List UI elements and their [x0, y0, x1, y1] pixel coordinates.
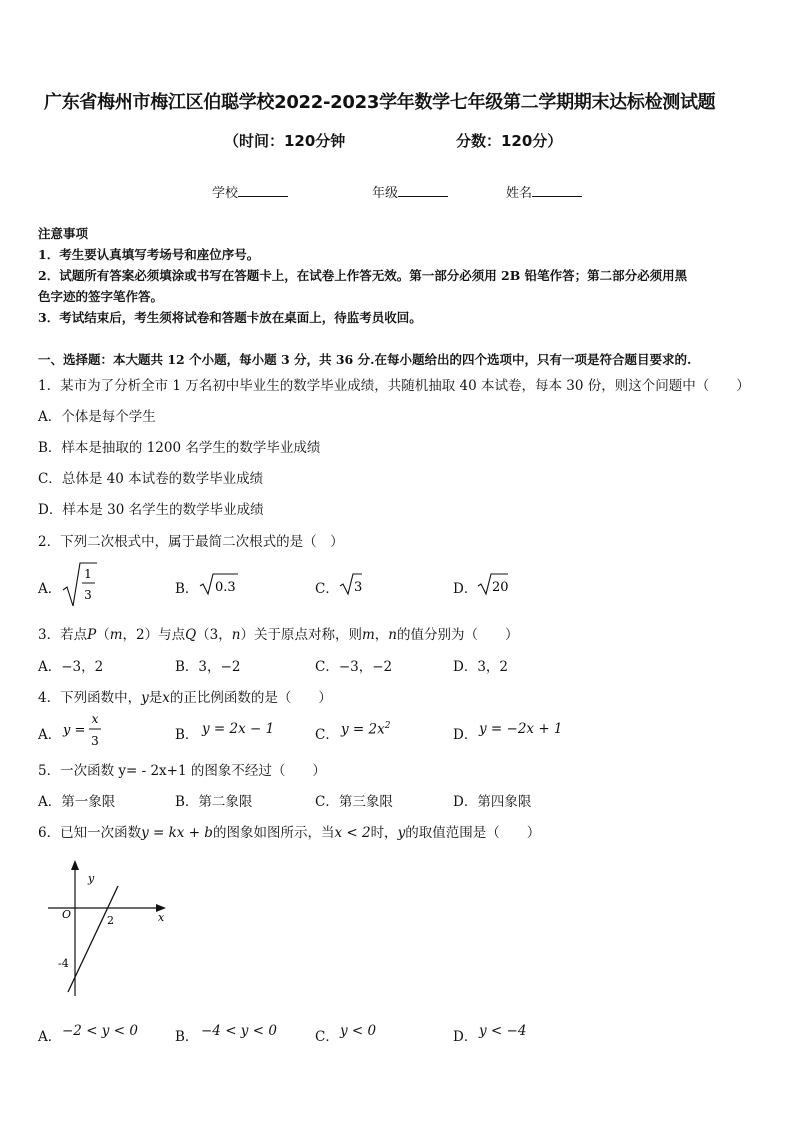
- question-4-option-c-formula: [341, 721, 390, 738]
- question-1-option-b: B．样本是抽取的 1200 名学生的数学毕业成绩: [38, 440, 321, 456]
- grade-blank: [398, 182, 448, 197]
- question-4-option-a-label: A．: [38, 727, 62, 743]
- question-2-a-denominator: 3: [84, 588, 92, 602]
- question-4-text: 是: [148, 690, 163, 706]
- question-3-option-b: B．3，−2: [175, 659, 241, 675]
- question-6-option-a: −2 < y < 0: [62, 1023, 138, 1039]
- question-6-option-b: −4 < y < 0: [201, 1023, 277, 1039]
- question-5-option-a: A．第一象限: [38, 794, 116, 810]
- name-blank: [532, 182, 582, 197]
- question-2-option-a-sqrt-fraction: [62, 562, 98, 608]
- question-3-text: ，2）与点: [122, 627, 186, 643]
- notice-line: 2．试题所有答案必须填涂或书写在答题卡上，在试卷上作答无效。第一部分必须用 2B 铅笔作答；第二部分必须用黑: [38, 268, 688, 283]
- question-6-option-c: y < 0: [340, 1023, 377, 1039]
- question-4-a-denominator: 3: [91, 734, 99, 748]
- question-4-text: 4．下列函数中，: [38, 690, 142, 706]
- question-4-option-a-formula: [62, 710, 108, 750]
- question-3-option-d: D．3，2: [453, 659, 509, 675]
- question-2-d-radicand: 20: [492, 580, 509, 595]
- question-6-text: 时，: [370, 825, 398, 841]
- question-2-option-c-label: C．: [315, 581, 339, 597]
- question-4-option-b-label: B．: [175, 727, 199, 743]
- question-2-stem: 2．下列二次根式中，属于最简二次根式的是（ ）: [38, 534, 344, 550]
- question-2-option-d-label: D．: [453, 581, 478, 597]
- notice-line: 色字迹的签字笔作答。: [38, 289, 164, 304]
- question-3-text: （3，: [196, 627, 232, 643]
- question-4-c-base: y = 2x: [341, 721, 385, 738]
- question-6-condition: x < 2: [334, 825, 371, 841]
- question-2-option-d-sqrt: [477, 572, 509, 596]
- grade-label: 年级: [372, 186, 399, 201]
- question-2-option-b-sqrt: [199, 572, 239, 596]
- school-label: 学校: [212, 186, 239, 201]
- question-6-option-d-label: D．: [453, 1029, 478, 1045]
- school-field: [212, 182, 288, 201]
- question-5-option-d: D．第四象限: [453, 794, 532, 810]
- question-4-option-b-formula: y = 2x − 1: [202, 721, 275, 737]
- variable-n: n: [231, 627, 241, 643]
- question-6-option-a-label: A．: [38, 1029, 62, 1045]
- point-p-symbol: P: [87, 627, 97, 643]
- question-6-option-b-label: B．: [175, 1029, 199, 1045]
- grade-field: [372, 182, 448, 201]
- school-blank: [238, 182, 288, 197]
- question-4-option-d-label: D．: [453, 727, 478, 743]
- question-6-function: y = kx + b: [141, 825, 213, 841]
- question-4-option-d-formula: y = −2x + 1: [479, 721, 563, 737]
- variable-n: n: [388, 627, 397, 643]
- variable-y: y: [141, 690, 149, 706]
- question-3-stem: [38, 623, 518, 643]
- variable-y: y: [397, 825, 406, 841]
- question-6-text: 的图象如图所示，当: [212, 825, 335, 841]
- question-2-option-a-label: A．: [38, 581, 62, 597]
- question-3-option-a: A．−3，2: [38, 659, 104, 675]
- question-1-option-c: C．总体是 40 本试卷的数学毕业成绩: [38, 471, 264, 487]
- question-6-stem: [38, 821, 540, 841]
- name-label: 姓名: [506, 186, 533, 201]
- question-1-stem: 1．某市为了分析全市 1 万名初中毕业生的数学毕业成绩，共随机抽取 40 本试卷，每本 30 份，则这个问题中（ ）: [38, 378, 750, 394]
- question-2-c-radicand: 3: [354, 580, 363, 595]
- variable-m: m: [109, 627, 123, 643]
- question-3-text: 3．若点: [38, 627, 88, 643]
- question-4-c-exponent: 2: [384, 721, 391, 731]
- point-q-symbol: Q: [185, 627, 197, 643]
- variable-x: x: [162, 690, 170, 706]
- question-2-b-radicand: 0.3: [215, 580, 236, 595]
- x-intercept-label: 2: [107, 914, 114, 927]
- question-3-text: （: [96, 627, 110, 643]
- question-4-option-c-label: C．: [315, 727, 339, 743]
- linear-function-graph: [40, 856, 170, 998]
- y-axis-arrow: [71, 860, 79, 870]
- question-3-option-c: C．−3，−2: [315, 659, 393, 675]
- question-1-option-d: D．样本是 30 名学生的数学毕业成绩: [38, 502, 264, 518]
- exam-score: 分数：120分）: [456, 132, 563, 150]
- origin-label: O: [62, 908, 72, 921]
- question-1-option-a: A．个体是每个学生: [38, 409, 156, 425]
- notice-line: 1．考生要认真填写考场号和座位序号。: [38, 247, 260, 262]
- notice-heading: 注意事项: [38, 226, 89, 241]
- notice-line: 3．考试结束后，考生须将试卷和答题卡放在桌面上，待监考员收回。: [38, 310, 422, 325]
- question-3-text: 的值分别为（ ）: [396, 627, 519, 643]
- question-6-text: 6．已知一次函数: [38, 825, 142, 841]
- question-6-option-c-label: C．: [315, 1029, 339, 1045]
- question-4-stem: [38, 686, 332, 706]
- question-2-option-c-sqrt: [339, 572, 363, 596]
- question-4-a-lhs: y =: [63, 723, 86, 738]
- question-3-text: ，: [374, 627, 389, 643]
- variable-m: m: [361, 627, 375, 643]
- question-4-text: 的正比例函数的是（ ）: [169, 690, 332, 706]
- question-4-a-numerator: x: [91, 712, 99, 726]
- question-5-option-b: B．第二象限: [175, 794, 253, 810]
- exam-title: 广东省梅州市梅江区伯聪学校2022-2023学年数学七年级第二学期期末达标检测试题: [44, 92, 716, 113]
- question-6-text: 的取值范围是（ ）: [405, 825, 541, 841]
- question-5-stem: 5．一次函数 y= - 2x+1 的图象不经过（ ）: [38, 763, 326, 779]
- question-3-text: ）关于原点对称，则: [240, 627, 362, 643]
- y-axis-label: y: [88, 872, 95, 885]
- question-2-option-b-label: B．: [175, 581, 199, 597]
- name-field: [506, 182, 582, 201]
- exam-time: （时间：120分钟: [224, 132, 346, 150]
- y-intercept-label: -4: [58, 957, 69, 970]
- question-5-option-c: C．第三象限: [315, 794, 393, 810]
- question-6-option-d: y < −4: [479, 1023, 527, 1039]
- section-heading: 一、选择题：本大题共 12 个小题，每小题 3 分，共 36 分.在每小题给出的四个选项中，只有一项是符合题目要求的.: [38, 352, 692, 367]
- x-axis-label: x: [158, 911, 165, 924]
- question-2-a-numerator: 1: [84, 567, 92, 581]
